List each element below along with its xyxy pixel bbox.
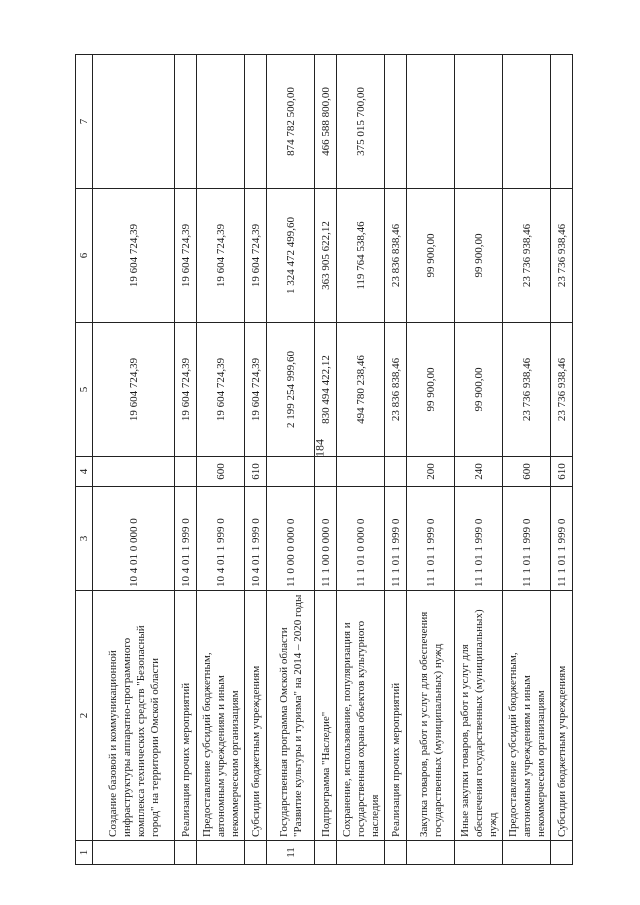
- amount-col5-cell: 23 736 938,46: [503, 323, 551, 457]
- row-number-cell: [315, 841, 337, 865]
- item-name-cell: Создание базовой и коммуникационной инфраструктуры аппаратно-программного комплекса технических средств "Безопасный город" на территории Омской области: [93, 591, 175, 841]
- amount-col6-cell: 23 736 938,46: [503, 189, 551, 323]
- amount-col7-cell: 874 782 500,00: [267, 55, 315, 189]
- amount-col7-cell: [197, 55, 245, 189]
- amount-col7-cell: [245, 55, 267, 189]
- column-number-header: 3: [76, 487, 93, 591]
- amount-col5-cell: 494 780 238,46: [337, 323, 385, 457]
- column-number-header: 7: [76, 55, 93, 189]
- expense-type-cell: 610: [245, 457, 267, 487]
- table-row: [503, 55, 551, 865]
- amount-col6-cell: 23 736 938,46: [551, 189, 573, 323]
- expense-type-cell: 240: [455, 457, 503, 487]
- row-number-cell: [93, 841, 175, 865]
- budget-code-cell: 11 0 00 0 000 0: [267, 487, 315, 591]
- amount-col6-cell: 19 604 724,39: [245, 189, 267, 323]
- table-row: [385, 55, 407, 865]
- budget-code-cell: 11 1 01 0 000 0: [337, 487, 385, 591]
- amount-col6-cell: 19 604 724,39: [175, 189, 197, 323]
- amount-col6-cell: 363 905 622,12: [315, 189, 337, 323]
- item-name-cell: Субсидии бюджетным учреждениям: [245, 591, 267, 841]
- amount-col5-cell: 23 736 938,46: [551, 323, 573, 457]
- table-row: [407, 55, 455, 865]
- item-name-cell: Государственная программа Омской области "Развитие культуры и туризма" на 2014 – 2020 годы: [267, 591, 315, 841]
- budget-table-container: [75, 55, 568, 865]
- amount-col5-cell: 19 604 724,39: [197, 323, 245, 457]
- table-row: [267, 55, 315, 865]
- amount-col6-cell: 23 836 838,46: [385, 189, 407, 323]
- budget-code-cell: 11 1 01 1 999 0: [455, 487, 503, 591]
- expense-type-cell: 600: [503, 457, 551, 487]
- row-number-cell: [455, 841, 503, 865]
- amount-col6-cell: 119 764 538,46: [337, 189, 385, 323]
- amount-col5-cell: 99 900,00: [455, 323, 503, 457]
- item-name-cell: Реализация прочих мероприятий: [385, 591, 407, 841]
- budget-code-cell: 11 1 01 1 999 0: [385, 487, 407, 591]
- table-row: [245, 55, 267, 865]
- budget-code-cell: 11 1 01 1 999 0: [551, 487, 573, 591]
- expense-type-cell: [315, 457, 337, 487]
- column-number-header: 6: [76, 189, 93, 323]
- amount-col7-cell: [93, 55, 175, 189]
- column-number-header: 4: [76, 457, 93, 487]
- expense-type-cell: 610: [551, 457, 573, 487]
- table-row: [315, 55, 337, 865]
- table-row: [175, 55, 197, 865]
- column-number-header: 5: [76, 323, 93, 457]
- amount-col6-cell: 99 900,00: [407, 189, 455, 323]
- item-name-cell: Сохранение, использование, популяризация и государственная охрана объектов культурного наследия: [337, 591, 385, 841]
- amount-col7-cell: [175, 55, 197, 189]
- expense-type-cell: 600: [197, 457, 245, 487]
- amount-col5-cell: 19 604 724,39: [245, 323, 267, 457]
- expense-type-cell: 200: [407, 457, 455, 487]
- table-row: [93, 55, 175, 865]
- item-name-cell: Подпрограмма "Наследие": [315, 591, 337, 841]
- expense-type-cell: [93, 457, 175, 487]
- amount-col7-cell: [455, 55, 503, 189]
- amount-col7-cell: 466 588 800,00: [315, 55, 337, 189]
- item-name-cell: Субсидии бюджетным учреждениям: [551, 591, 573, 841]
- amount-col5-cell: 99 900,00: [407, 323, 455, 457]
- budget-code-cell: 10 4 01 1 999 0: [175, 487, 197, 591]
- amount-col6-cell: 99 900,00: [455, 189, 503, 323]
- item-name-cell: Закупка товаров, работ и услуг для обеспечения государственных (муниципальных) нужд: [407, 591, 455, 841]
- expense-type-cell: [337, 457, 385, 487]
- amount-col7-cell: [551, 55, 573, 189]
- amount-col5-cell: 19 604 724,39: [175, 323, 197, 457]
- table-row: [455, 55, 503, 865]
- amount-col5-cell: 830 494 422,12: [315, 323, 337, 457]
- column-number-header-row: [76, 55, 93, 865]
- row-number-cell: [197, 841, 245, 865]
- expense-type-cell: [385, 457, 407, 487]
- row-number-cell: [385, 841, 407, 865]
- amount-col5-cell: 23 836 838,46: [385, 323, 407, 457]
- amount-col7-cell: [385, 55, 407, 189]
- column-number-header: 1: [76, 841, 93, 865]
- table-row: [337, 55, 385, 865]
- amount-col7-cell: [503, 55, 551, 189]
- row-number-cell: 11: [267, 841, 315, 865]
- amount-col5-cell: 19 604 724,39: [93, 323, 175, 457]
- row-number-cell: [407, 841, 455, 865]
- budget-code-cell: 11 1 01 1 999 0: [407, 487, 455, 591]
- item-name-cell: Предоставление субсидий бюджетным, автономным учреждениям и иным некоммерческим организациям: [197, 591, 245, 841]
- row-number-cell: [503, 841, 551, 865]
- column-number-header: 2: [76, 591, 93, 841]
- page-number: 184: [312, 439, 327, 457]
- budget-code-cell: 10 4 01 1 999 0: [197, 487, 245, 591]
- budget-code-cell: 11 1 00 0 000 0: [315, 487, 337, 591]
- amount-col7-cell: [407, 55, 455, 189]
- budget-code-cell: 10 4 01 0 000 0: [93, 487, 175, 591]
- expense-type-cell: [175, 457, 197, 487]
- amount-col7-cell: 375 015 700,00: [337, 55, 385, 189]
- table-row: [197, 55, 245, 865]
- amount-col6-cell: 1 324 472 499,60: [267, 189, 315, 323]
- budget-code-cell: 11 1 01 1 999 0: [503, 487, 551, 591]
- row-number-cell: [175, 841, 197, 865]
- amount-col5-cell: 2 199 254 999,60: [267, 323, 315, 457]
- amount-col6-cell: 19 604 724,39: [93, 189, 175, 323]
- item-name-cell: Реализация прочих мероприятий: [175, 591, 197, 841]
- row-number-cell: [245, 841, 267, 865]
- row-number-cell: [551, 841, 573, 865]
- item-name-cell: Предоставление субсидий бюджетным, автономным учреждениям и иным некоммерческим организациям: [503, 591, 551, 841]
- table-row: [551, 55, 573, 865]
- expense-type-cell: [267, 457, 315, 487]
- row-number-cell: [337, 841, 385, 865]
- amount-col6-cell: 19 604 724,39: [197, 189, 245, 323]
- budget-table: [75, 54, 573, 865]
- budget-code-cell: 10 4 01 1 999 0: [245, 487, 267, 591]
- item-name-cell: Иные закупки товаров, работ и услуг для обеспечения государственных (муниципальных) нужд: [455, 591, 503, 841]
